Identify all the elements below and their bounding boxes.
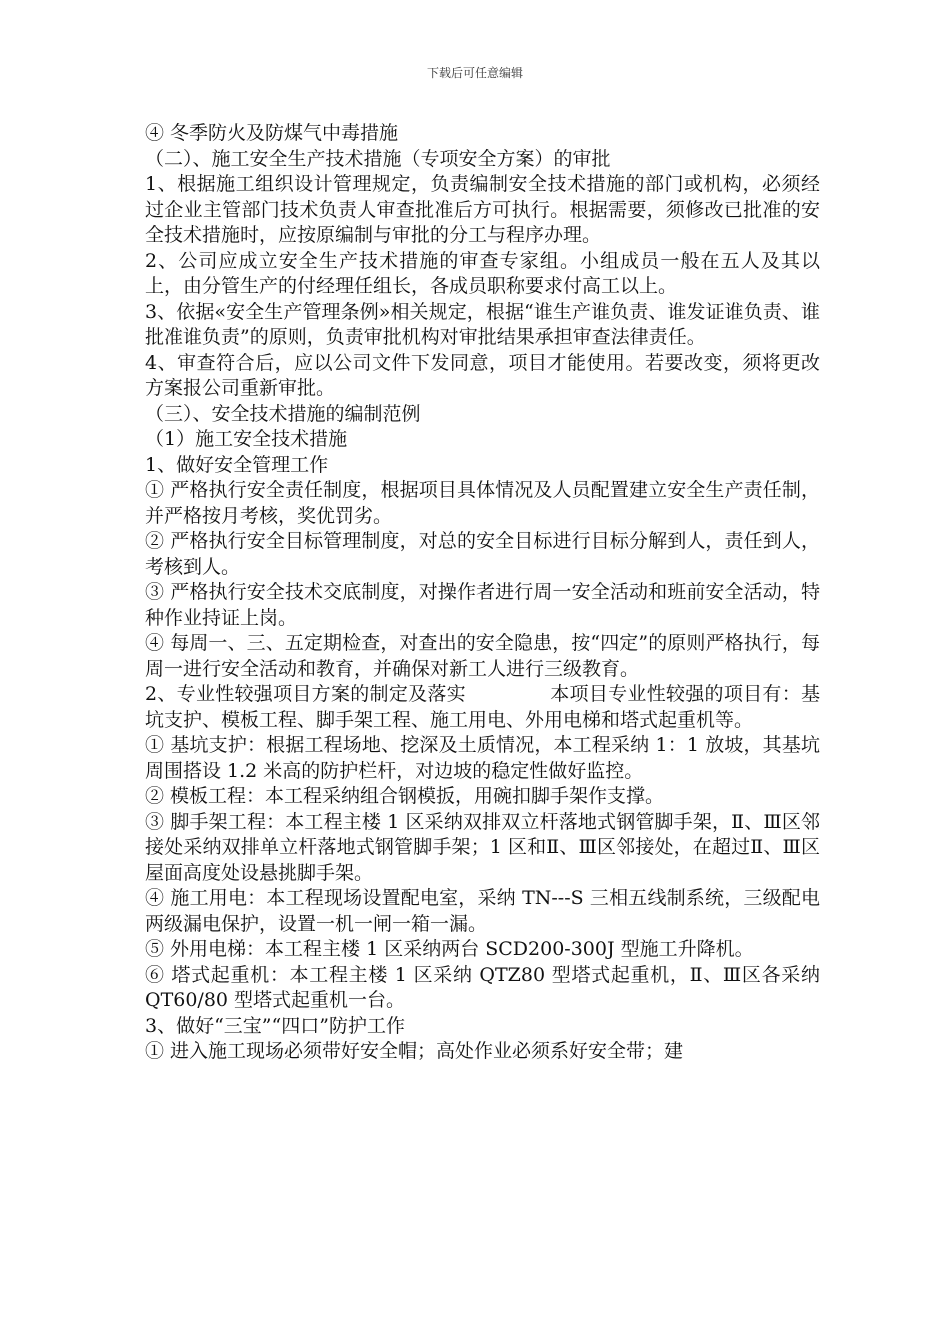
paragraph: 1、做好安全管理工作 <box>145 453 329 476</box>
page-header: 下载后可任意编辑 <box>426 66 523 80</box>
paragraph: 1、根据施工组织设计管理规定，负责编制安全技术措施的部门或机构，必须经过企业主管部门技术负责人审查批准后方可执行。根据需要，须修改已批准的安全技术措施时，应按原编制与审批的分工与程序办理。 <box>145 173 820 246</box>
paragraph: ③ 脚手架工程：本工程主楼 1 区采纳双排双立杆落地式钢管脚手架，Ⅱ、Ⅲ区邻接处采纳双排单立杆落地式钢管脚手架；1 区和Ⅱ、Ⅲ区邻接处，在超过Ⅱ、Ⅲ区屋面高度处设悬挑脚手架。 <box>145 810 820 884</box>
paragraph: ① 基坑支护：根据工程场地、挖深及土质情况，本工程采纳 1：1 放坡，其基坑周围搭设 1.2 米高的防护栏杆，对边坡的稳定性做好监控。 <box>145 734 820 782</box>
paragraph: ① 严格执行安全责任制度，根据项目具体情况及人员配置建立安全生产责任制，并严格按月考核，奖优罚劣。 <box>145 479 820 527</box>
paragraph: ④ 冬季防火及防煤气中毒措施 <box>145 122 399 144</box>
paragraph: ④ 施工用电：本工程现场设置配电室，采纳 TN---S 三相五线制系统，三级配电两级漏电保护，设置一机一闸一箱一漏。 <box>145 887 820 935</box>
paragraph: ② 模板工程：本工程采纳组合钢模扳，用碗扣脚手架作支撑。 <box>145 785 665 807</box>
paragraph: 4、审查符合后，应以公司文件下发同意，项目才能使用。若要改变，须将更改方案报公司重新审批。 <box>145 351 820 399</box>
subsection-text: 本项目专业性较强的项目有：基坑支护、模板工程、脚手架工程、施工用电、外用电梯和塔式起重机等。 <box>145 683 820 731</box>
paragraph: ⑤ 外用电梯：本工程主楼 1 区采纳两台 SCD200-300J 型施工升降机。 <box>145 938 754 960</box>
paragraph: ① 进入施工现场必须带好安全帽；高处作业必须系好安全带；建 <box>145 1040 684 1062</box>
paragraph <box>145 682 820 733</box>
paragraph: ⑥ 塔式起重机：本工程主楼 1 区采纳 QTZ80 型塔式起重机，Ⅱ、Ⅲ区各采纳 QT60/80 型塔式起重机一台。 <box>145 963 820 1011</box>
paragraph: （二）、施工安全生产技术措施（专项安全方案）的审批 <box>145 147 611 170</box>
document-body <box>145 121 820 1065</box>
paragraph: ④ 每周一、三、五定期检查，对查出的安全隐患，按“四定”的原则严格执行，每周一进行安全活动和教育，并确保对新工人进行三级教育。 <box>145 632 820 680</box>
paragraph: 3、依据«安全生产管理条例»相关规定，根据“谁生产谁负责、谁发证谁负责、谁批准谁负责”的原则，负责审批机构对审批结果承担审查法律责任。 <box>145 300 820 348</box>
paragraph: ② 严格执行安全目标管理制度，对总的安全目标进行目标分解到人，责任到人，考核到人。 <box>145 530 820 578</box>
subsection-heading: 2、专业性较强项目方案的制定及落实 <box>145 683 466 705</box>
paragraph: （三）、安全技术措施的编制范例 <box>145 402 421 425</box>
paragraph: 2、公司应成立安全生产技术措施的审查专家组。小组成员一般在五人及其以上，由分管生产的付经理任组长，各成员职称要求付高工以上。 <box>145 249 820 297</box>
paragraph: （1）施工安全技术措施 <box>145 428 348 450</box>
paragraph: ③ 严格执行安全技术交底制度，对操作者进行周一安全活动和班前安全活动，特种作业持证上岗。 <box>145 581 820 629</box>
paragraph: 3、做好“三宝”“四口”防护工作 <box>145 1014 405 1037</box>
